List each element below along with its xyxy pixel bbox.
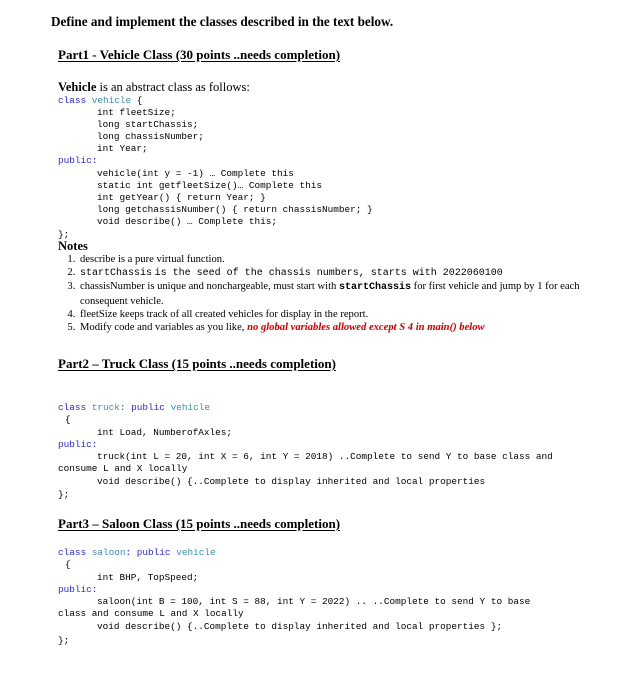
public-label: public:	[58, 155, 98, 166]
note-3-code: startChassis	[339, 282, 412, 294]
code-method-4: long getchassisNumber() { return chassisNumber; }	[97, 204, 373, 215]
brace-open: {	[65, 414, 71, 425]
page-title: Define and implement the classes described in the text below.	[51, 14, 394, 29]
code-method-5: void describe() … Complete this;	[97, 216, 278, 227]
code-method-2: static int getfleetSize()… Complete this	[97, 180, 323, 191]
vehicle-class-line	[58, 95, 142, 108]
note-5-text: Modify code and variables as you like,	[80, 322, 245, 334]
kw-class: class	[58, 95, 87, 106]
notes-heading: Notes	[58, 239, 88, 253]
note-2-code: startChassis	[80, 268, 153, 280]
truck-ctor-cont: consume L and X locally	[58, 463, 188, 474]
note-5-red: no global variables allowed except S 4 in main() below	[247, 322, 485, 334]
base-name: vehicle	[170, 402, 210, 413]
code-end: };	[58, 229, 70, 240]
code-field-3: long chassisNumber;	[97, 131, 204, 142]
code-field-4: int Year;	[97, 143, 148, 154]
base-name: vehicle	[176, 547, 216, 558]
part1-heading: Part1 - Vehicle Class (30 points ..needs completion)	[58, 47, 341, 62]
kw-public: : public	[119, 402, 165, 413]
kw-class: class	[58, 547, 87, 558]
note-2-text: is the seed of the chassis numbers, starts with 2022060100	[154, 268, 503, 280]
class-name: truck	[91, 402, 120, 413]
kw-class: class	[58, 402, 87, 413]
class-name: saloon	[91, 547, 126, 558]
code-end: };	[58, 489, 70, 500]
note-3-rest: for first vehicle and jump by 1 for each consequent vehicle.	[80, 281, 580, 307]
note-5	[78, 321, 598, 334]
note-2	[78, 266, 598, 280]
public-label: public:	[58, 584, 98, 595]
saloon-ctor-cont: class and consume L and X locally	[58, 608, 244, 619]
note-1	[78, 253, 598, 266]
code-method-3: int getYear() { return Year; }	[97, 192, 266, 203]
truck-class-line	[58, 402, 210, 415]
saloon-class-line	[58, 547, 216, 560]
code-field-2: long startChassis;	[97, 119, 199, 130]
intro-bold: Vehicle	[58, 80, 97, 94]
truck-fields: int Load, NumberofAxles;	[97, 427, 233, 438]
brace-open: {	[65, 559, 71, 570]
saloon-ctor: saloon(int B = 100, int S = 88, int Y = 2022) .. ..Complete to send Y to base	[97, 596, 531, 607]
saloon-fields: int BHP, TopSpeed;	[97, 572, 199, 583]
brace: {	[131, 95, 143, 106]
code-field-1: int fleetSize;	[97, 107, 176, 118]
intro-rest: is an abstract class as follows:	[96, 80, 250, 94]
notes-list	[58, 253, 598, 334]
part3-heading: Part3 – Saloon Class (15 points ..needs completion)	[58, 516, 341, 531]
note-4	[78, 308, 598, 321]
note-3	[78, 280, 598, 307]
code-method-1: vehicle(int y = -1) … Complete this	[97, 168, 294, 179]
note-4-text: fleetSize keeps track of all created vehicles for display in the report.	[80, 308, 369, 320]
class-name: vehicle	[91, 95, 132, 106]
part1-intro	[58, 80, 250, 95]
note-3-text: chassisNumber is unique and nonchargeable, must start with	[80, 281, 337, 293]
code-end: };	[58, 635, 70, 646]
truck-describe: void describe() {..Complete to display inherited and local properties	[97, 476, 486, 487]
saloon-describe: void describe() {..Complete to display inherited and local properties };	[97, 621, 503, 632]
part2-heading: Part2 – Truck Class (15 points ..needs completion)	[58, 356, 336, 371]
public-label: public:	[58, 439, 98, 450]
note-1-text: describe is a pure virtual function.	[80, 254, 225, 265]
truck-ctor: truck(int L = 20, int X = 6, int Y = 2018) ..Complete to send Y to base class and	[97, 451, 553, 462]
kw-public: : public	[125, 547, 171, 558]
